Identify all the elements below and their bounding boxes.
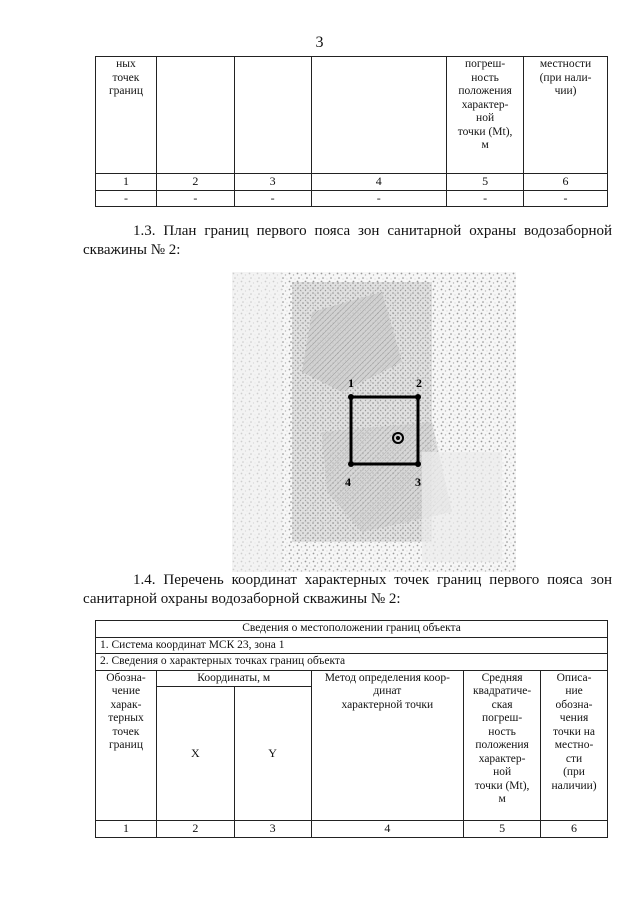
header-cell: местности (при нали- чии) xyxy=(524,57,608,174)
number-cell: 2 xyxy=(156,174,234,191)
number-cell: 6 xyxy=(524,174,608,191)
number-cell: 4 xyxy=(311,821,464,838)
point-label-4: 4 xyxy=(345,475,351,489)
col-error: Средняя квадратиче- ская погреш- ность положения характер- ной точки (Mt), м xyxy=(464,670,541,821)
col-y: Y xyxy=(234,687,311,821)
number-row xyxy=(96,821,608,838)
header-cell xyxy=(311,57,447,174)
column-header-row xyxy=(96,670,608,687)
number-cell: 5 xyxy=(447,174,524,191)
dash-cell: - xyxy=(96,190,157,207)
section-1-3-paragraph: 1.3. План границ первого пояса зон санитарной охраны водозаборной скважины № 2: xyxy=(83,223,612,258)
dash-cell: - xyxy=(311,190,447,207)
point-label-2: 2 xyxy=(416,376,422,390)
dash-cell: - xyxy=(156,190,234,207)
col-method: Метод определения коор- динат характерной точки xyxy=(311,670,464,821)
header-cell: ных точек границ xyxy=(96,57,157,174)
points-header: 2. Сведения о характерных точках границ объекта xyxy=(96,654,608,671)
section-1-4-paragraph: 1.4. Перечень координат характерных точек границ первого пояса зон санитарной охраны водозаборной скважины № 2: xyxy=(83,572,612,607)
boundary-vertex-1 xyxy=(348,394,354,400)
dash-row xyxy=(96,190,608,207)
header-cell xyxy=(234,57,311,174)
table-title-row xyxy=(96,621,608,638)
number-cell: 3 xyxy=(234,174,311,191)
point-label-1: 1 xyxy=(348,376,354,390)
dash-cell: - xyxy=(447,190,524,207)
dash-cell: - xyxy=(234,190,311,207)
table-title: Сведения о местоположении границ объекта xyxy=(96,621,608,638)
coordinates-table-continued xyxy=(95,56,608,207)
header-cell xyxy=(156,57,234,174)
boundary-vertex-3 xyxy=(415,461,421,467)
dash-cell: - xyxy=(524,190,608,207)
number-cell: 4 xyxy=(311,174,447,191)
number-row xyxy=(96,174,608,191)
point-label-3: 3 xyxy=(415,475,421,489)
boundary-vertex-4 xyxy=(348,461,354,467)
boundary-plan-map xyxy=(232,272,516,572)
header-cell: погреш- ность положения характер- ной точки (Mt), м xyxy=(447,57,524,174)
number-cell: 2 xyxy=(156,821,234,838)
boundary-vertex-2 xyxy=(415,394,421,400)
number-cell: 1 xyxy=(96,821,157,838)
map-light-region xyxy=(232,272,282,572)
system-row xyxy=(96,637,608,654)
col-x: X xyxy=(156,687,234,821)
header-row xyxy=(96,57,608,174)
number-cell: 3 xyxy=(234,821,311,838)
coordinate-system: 1. Система координат МСК 23, зона 1 xyxy=(96,637,608,654)
number-cell: 5 xyxy=(464,821,541,838)
well-marker-inner xyxy=(396,436,400,440)
points-header-row xyxy=(96,654,608,671)
number-cell: 6 xyxy=(541,821,608,838)
col-description: Описа- ние обозна- чения точки на местно- сти (при наличии) xyxy=(541,670,608,821)
col-coords: Координаты, м xyxy=(156,670,311,687)
col-designation: Обозна- чение харак- терных точек границ xyxy=(96,670,157,821)
coordinates-table xyxy=(95,620,608,838)
map-light-region xyxy=(422,452,502,562)
page-number: 3 xyxy=(315,34,324,51)
number-cell: 1 xyxy=(96,174,157,191)
